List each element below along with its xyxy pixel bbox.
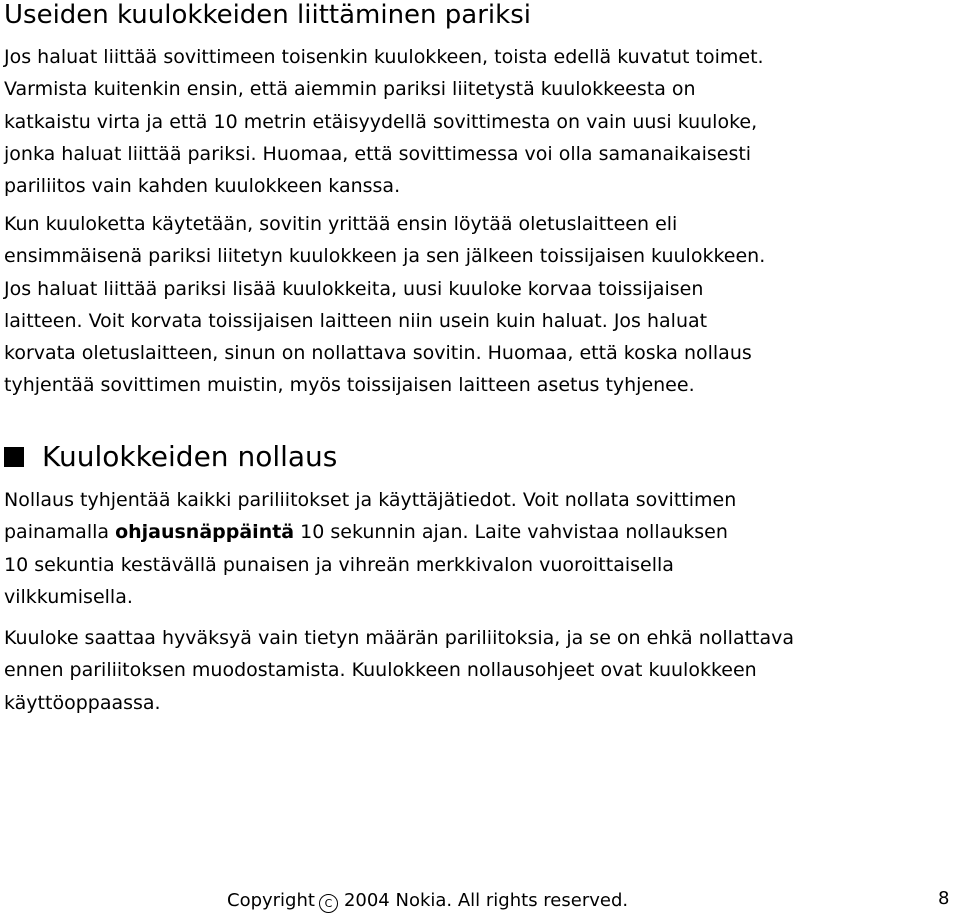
text-line: ensimmäisenä pariksi liitetyn kuulokkeen ja sen jälkeen toissijaisen kuulokkeen.	[4, 245, 766, 268]
paragraph-default-device	[4, 208, 765, 402]
page-number: 8	[938, 888, 950, 909]
footer-copyright	[227, 887, 628, 915]
section-title: Kuulokkeiden nollaus	[42, 440, 338, 473]
text-fragment: painamalla	[4, 521, 116, 544]
text-line: 10 sekuntia kestävällä punaisen ja vihreän merkkivalon vuoroittaisella	[4, 553, 674, 576]
text-line: Kuuloke saattaa hyväksyä vain tietyn määrän pariliitoksia, ja se on ehkä nollattava	[4, 627, 795, 649]
text-line: Jos haluat liittää pariksi lisää kuulokkeita, uusi kuuloke korvaa toissijaisen	[4, 277, 704, 300]
copyright-icon: C	[319, 894, 338, 913]
paragraph-headset-reset-note	[4, 622, 794, 719]
black-square-icon	[4, 447, 24, 467]
paragraph-reset-instructions	[4, 484, 736, 613]
text-fragment: 10 sekunnin ajan. Laite vahvistaa nollauksen	[294, 521, 728, 544]
text-line: korvata oletuslaitteen, sinun on nollattava sovitin. Huomaa, että koska nollaus	[4, 342, 752, 365]
text-line: Kun kuuloketta käytetään, sovitin yrittää ensin löytää oletuslaitteen eli	[4, 213, 678, 235]
text-line: ennen pariliitoksen muodostamista. Kuulokkeen nollausohjeet ovat kuulokkeen	[4, 659, 757, 682]
section-heading-reset	[4, 437, 337, 477]
text-line	[4, 516, 736, 548]
text-line: katkaistu virta ja että 10 metrin etäisyydellä sovittimesta on vain uusi kuuloke,	[4, 110, 758, 133]
page-heading: Useiden kuulokkeiden liittäminen pariksi	[4, 0, 531, 30]
text-line: Jos haluat liittää sovittimeen toisenkin kuulokkeen, toista edellä kuvatut toimet.	[4, 46, 764, 68]
text-line: jonka haluat liittää pariksi. Huomaa, että sovittimessa voi olla samanaikaisesti	[4, 142, 752, 165]
copyright-text: 2004 Nokia. All rights reserved.	[343, 890, 629, 911]
text-line: Varmista kuitenkin ensin, että aiemmin pariksi liitetystä kuulokkeesta on	[4, 78, 696, 101]
paragraph-pairing-another-headset	[4, 41, 764, 202]
control-key-label: ohjausnäppäintä	[115, 521, 295, 544]
text-line: vilkkumisella.	[4, 585, 133, 608]
text-line: pariliitos vain kahden kuulokkeen kanssa.	[4, 175, 401, 198]
text-line: käyttöoppaassa.	[4, 691, 161, 714]
text-line: tyhjentää sovittimen muistin, myös toissijaisen laitteen asetus tyhjenee.	[4, 374, 695, 397]
text-line: Nollaus tyhjentää kaikki pariliitokset ja käyttäjätiedot. Voit nollata sovittimen	[4, 489, 737, 511]
text-line: laitteen. Voit korvata toissijaisen laitteen niin usein kuin haluat. Jos haluat	[4, 309, 708, 332]
copyright-label: Copyright	[227, 890, 315, 911]
